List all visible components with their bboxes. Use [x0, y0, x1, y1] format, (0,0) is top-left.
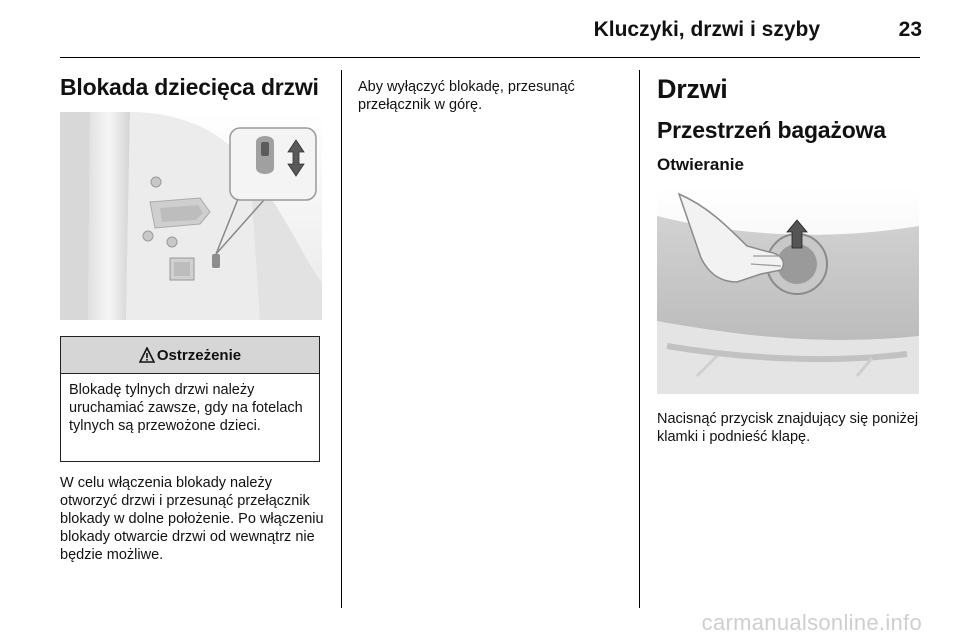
- subsection-title-opening: Otwieranie: [657, 155, 744, 174]
- subsection-title-trunk: Przestrzeń bagażowa: [657, 117, 886, 143]
- door-child-lock-illustration: [60, 112, 322, 320]
- warning-triangle-icon: [139, 340, 155, 377]
- column-divider-right: [639, 70, 640, 608]
- column-divider-left: [341, 70, 342, 608]
- trunk-opening-paragraph: Nacisnąć przycisk znajdujący się poniżej klamki i podnieść klapę.: [657, 411, 919, 445]
- warning-box: [60, 336, 320, 462]
- watermark: carmanualsonline.info: [701, 610, 922, 635]
- header-title: Kluczyki, drzwi i szyby: [593, 18, 820, 41]
- section-title-doors: Drzwi: [657, 74, 728, 104]
- page-number: 23: [898, 18, 922, 41]
- warning-header: [61, 337, 319, 374]
- child-lock-paragraph: W celu włączenia blokady należy otworzyć drzwi i przesunąć przełącznik blokady w dolne położenie. Po włączeniu blokady otwarcie drzwi od wewnątrz nie będzie możliwe.: [60, 475, 324, 563]
- trunk-opening-illustration: [657, 186, 919, 394]
- warning-text: Blokadę tylnych drzwi należy uruchamiać zawsze, gdy na fotelach tylnych są przewożone dzieci.: [69, 382, 303, 434]
- unlock-paragraph: Aby wyłączyć blokadę, przesunąć przełącznik w górę.: [358, 79, 575, 113]
- header-rule: [60, 57, 920, 58]
- section-title-child-lock: Blokada dziecięca drzwi: [60, 74, 319, 100]
- warning-label: Ostrzeżenie: [156, 347, 242, 364]
